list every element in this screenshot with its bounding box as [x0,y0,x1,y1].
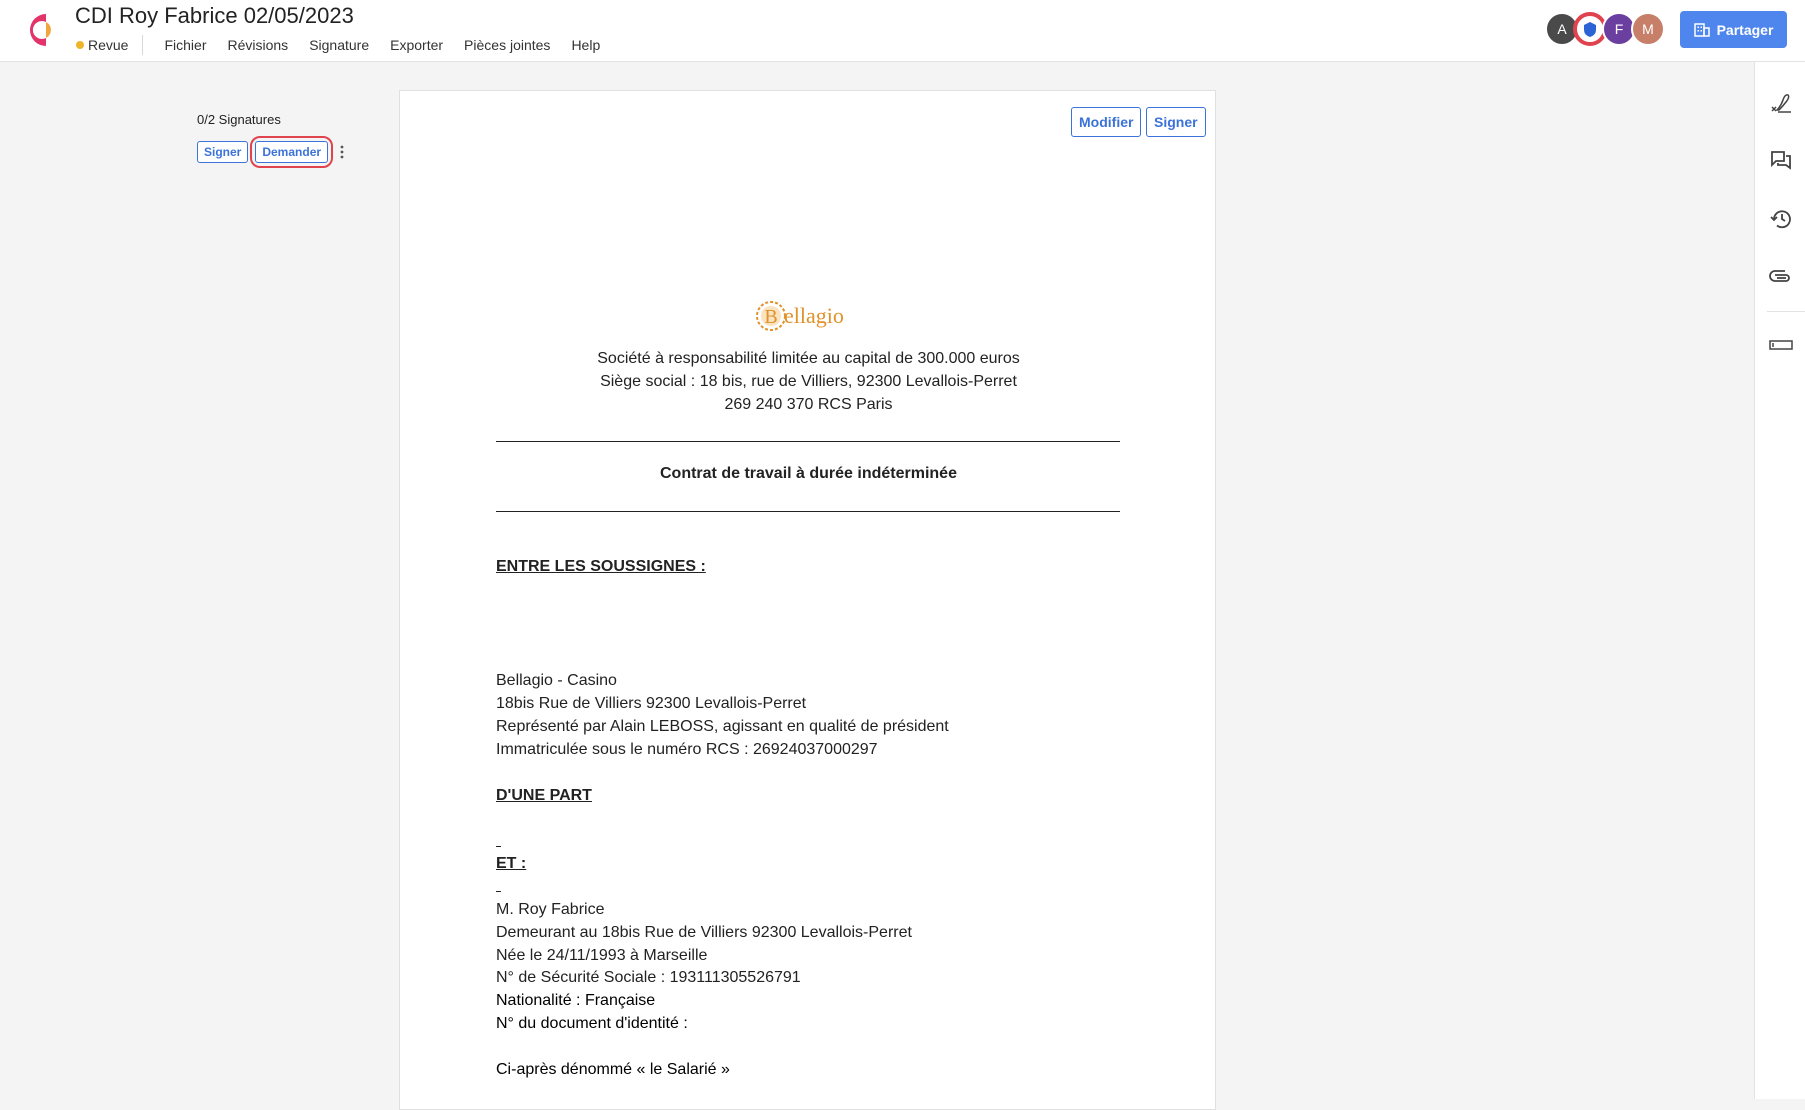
svg-text:B: B [764,306,778,328]
company-info [400,347,1217,416]
page-sign-button[interactable]: Signer [1146,107,1206,137]
menu-signature[interactable]: Signature [309,37,370,53]
employee-address: Demeurant au 18bis Rue de Villiers 92300 Levallois-Perret [496,924,912,941]
signature-icon[interactable] [1769,90,1793,114]
share-button[interactable] [1680,11,1787,48]
modify-button[interactable]: Modifier [1071,107,1141,137]
brand-wordmark: ellagio [784,303,844,328]
menu-help[interactable]: Help [571,37,601,53]
employer-address: 18bis Rue de Villiers 92300 Levallois-Perret [496,695,807,712]
company-rcs: 269 240 370 RCS Paris [724,396,893,413]
toolbar-separator [1767,311,1805,312]
avatar-a[interactable]: A [1545,12,1579,46]
employer-name: Bellagio - Casino [496,672,617,689]
status-dot-icon [76,41,84,49]
document-page [399,90,1216,1110]
share-label: Partager [1716,21,1774,38]
request-highlight [250,136,333,168]
menu-pieces-jointes[interactable]: Pièces jointes [464,37,551,53]
between-heading: ENTRE LES SOUSSIGNES : [496,558,706,575]
avatar-f[interactable]: F [1602,12,1636,46]
signature-count: 0/2 Signatures [197,112,281,127]
signature-panel [197,112,357,168]
menu-exporter[interactable]: Exporter [390,37,444,53]
attachment-icon[interactable] [1769,266,1793,290]
document-title[interactable]: CDI Roy Fabrice 02/05/2023 [75,3,354,28]
company-logo [754,296,854,336]
comments-icon[interactable] [1769,148,1793,172]
avatar-m[interactable]: M [1631,12,1665,46]
employee-birth: Née le 24/11/1993 à Marseille [496,947,708,964]
company-legal-form: Société à responsabilité limitée au capital de 300.000 euros [597,350,1020,367]
user-logo-icon [1581,20,1599,38]
more-options-icon[interactable] [339,145,345,159]
menu-fichier[interactable]: Fichier [164,37,207,53]
collaborator-avatars [1545,12,1667,48]
menu-bar [76,35,600,55]
status-indicator[interactable] [76,35,143,55]
sign-button[interactable]: Signer [197,141,248,163]
contract-title: Contrat de travail à durée indéterminée [660,465,957,482]
employee-designation: Ci-après dénommé « le Salarié » [496,1061,730,1078]
request-signature-button[interactable]: Demander [255,141,328,163]
right-toolbar [1754,62,1805,1099]
company-address: Siège social : 18 bis, rue de Villiers, 92300 Levallois-Perret [600,373,1017,390]
app-header [0,0,1805,62]
title-rule-bottom [496,511,1120,512]
signature-actions [197,136,357,168]
employee-nationality: Nationalité : Française [496,992,656,1009]
employee-social-security: N° de Sécurité Sociale : 193111305526791 [496,969,801,986]
employee-name: M. Roy Fabrice [496,901,605,918]
one-part-heading: D'UNE PART [496,787,592,804]
title-rule-top [496,441,1120,442]
blank-dash [496,846,501,847]
bellagio-emblem-icon [754,299,788,333]
employer-rcs: Immatriculée sous le numéro RCS : 26924037000297 [496,741,878,758]
menu-revisions[interactable]: Révisions [227,37,289,53]
and-heading: ET : [496,855,527,872]
building-icon [1694,23,1710,37]
employee-id-document: N° du document d'identité : [496,1015,688,1032]
field-icon[interactable] [1769,333,1793,357]
employer-representative: Représenté par Alain LEBOSS, agissant en qualité de président [496,718,949,735]
status-label: Revue [88,37,129,53]
history-icon[interactable] [1769,207,1793,231]
blank-dash [496,891,501,892]
app-logo-icon[interactable] [22,10,56,50]
